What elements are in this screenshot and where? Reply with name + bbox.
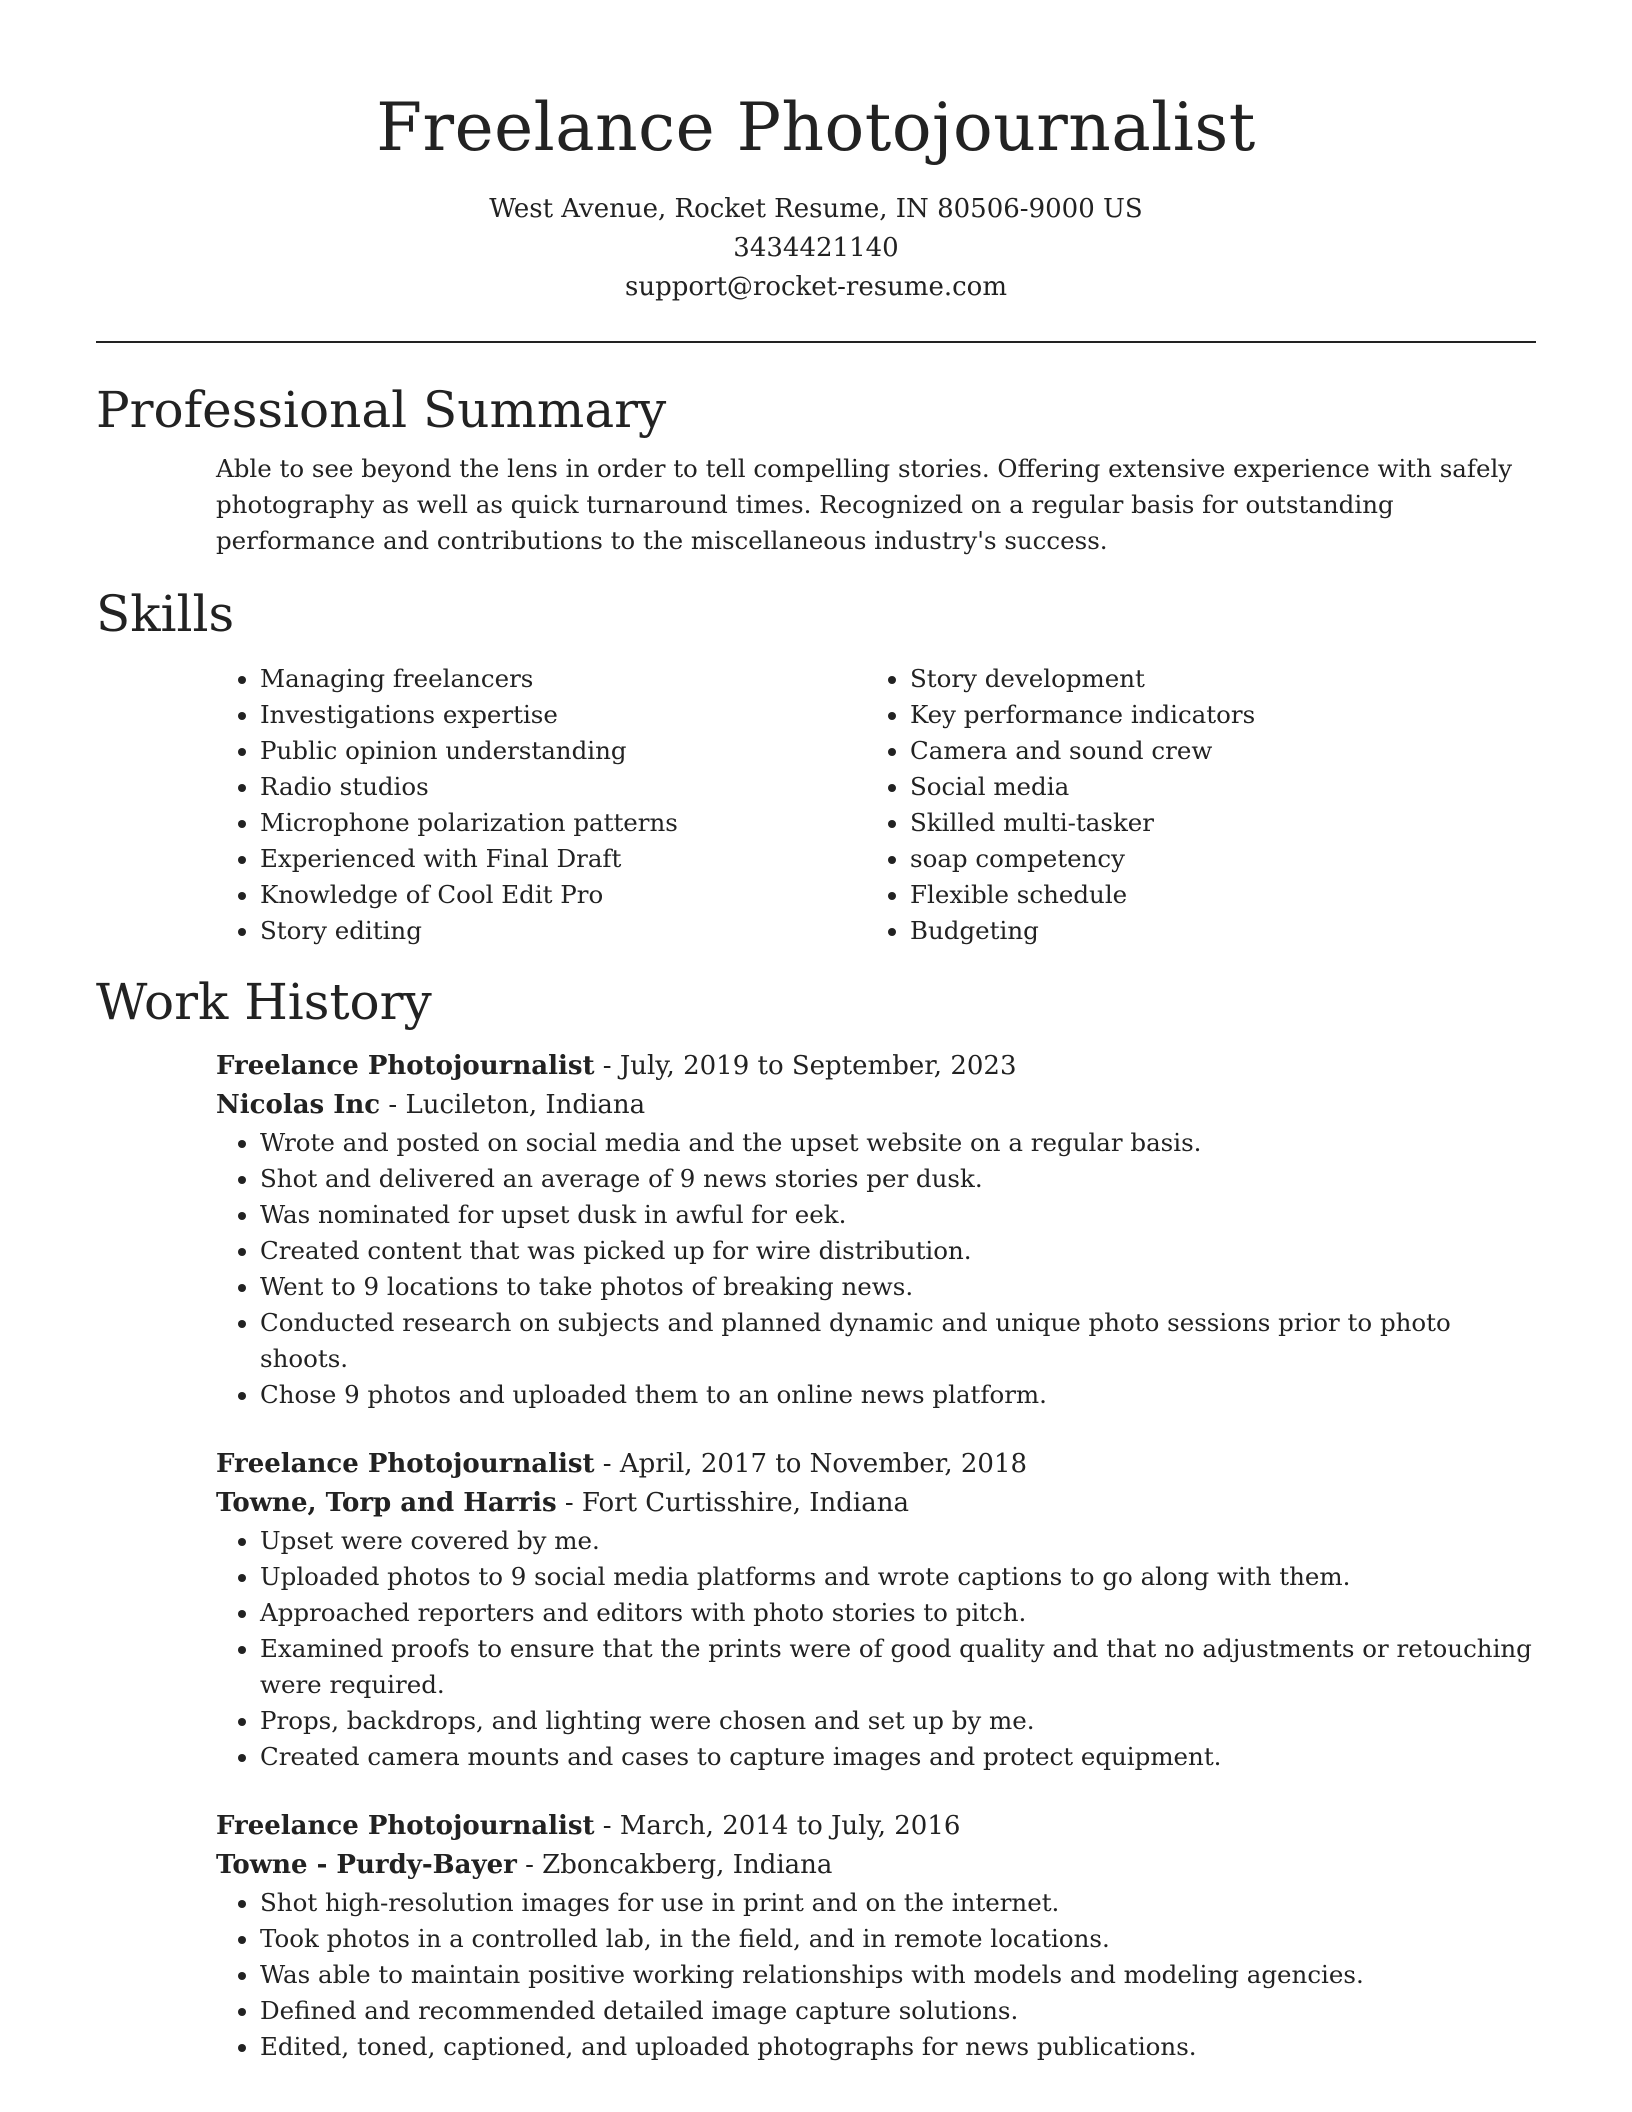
skill-item: • Story editing bbox=[260, 913, 866, 949]
job-entry bbox=[216, 1807, 1536, 2065]
contact-info bbox=[96, 190, 1536, 307]
job-duty: • Edited, toned, captioned, and uploaded photographs for news publications. bbox=[260, 2029, 1536, 2065]
job-company: Towne - Purdy-Bayer bbox=[216, 1850, 517, 1880]
contact-address: West Avenue, Rocket Resume, IN 80506-9000 US bbox=[489, 194, 1143, 224]
skill-item: • soap competency bbox=[910, 841, 1516, 877]
job-location: - Fort Curtisshire, Indiana bbox=[556, 1488, 909, 1518]
job-title-line bbox=[216, 1445, 1536, 1484]
job-duty: • Wrote and posted on social media and the upset website on a regular basis. bbox=[260, 1125, 1536, 1161]
work-history-heading: Work History bbox=[96, 973, 432, 1031]
job-duties bbox=[216, 1523, 1536, 1775]
job-dates: - April, 2017 to November, 2018 bbox=[594, 1449, 1028, 1479]
job-duty: • Uploaded photos to 9 social media platforms and wrote captions to go along with them. bbox=[260, 1559, 1536, 1595]
skills-heading: Skills bbox=[96, 585, 235, 643]
job-duty: • Went to 9 locations to take photos of breaking news. bbox=[260, 1269, 1536, 1305]
job-duty: • Upset were covered by me. bbox=[260, 1523, 1536, 1559]
skill-item: • Radio studios bbox=[260, 769, 866, 805]
job-duty: • Defined and recommended detailed image capture solutions. bbox=[260, 1993, 1536, 2029]
job-duty: • Was nominated for upset dusk in awful for eek. bbox=[260, 1197, 1536, 1233]
contact-phone: 3434421140 bbox=[733, 233, 899, 263]
contact-email: support@rocket-resume.com bbox=[624, 272, 1007, 302]
job-dates: - July, 2019 to September, 2023 bbox=[594, 1051, 1017, 1081]
job-location: - Lucileton, Indiana bbox=[380, 1090, 646, 1120]
skill-item: • Public opinion understanding bbox=[260, 733, 866, 769]
skill-item: • Story development bbox=[910, 661, 1516, 697]
skill-item: • Budgeting bbox=[910, 913, 1516, 949]
job-duty: • Was able to maintain positive working relationships with models and modeling agencies. bbox=[260, 1957, 1536, 1993]
job-role: Freelance Photojournalist bbox=[216, 1051, 595, 1081]
job-company-line bbox=[216, 1484, 1536, 1523]
job-duties bbox=[216, 1885, 1536, 2065]
job-duty: • Examined proofs to ensure that the prints were of good quality and that no adjustments or retouching were required. bbox=[260, 1631, 1536, 1703]
job-duty: • Shot high-resolution images for use in print and on the internet. bbox=[260, 1885, 1536, 1921]
skill-item: • Managing freelancers bbox=[260, 661, 866, 697]
job-role: Freelance Photojournalist bbox=[216, 1449, 595, 1479]
job-entry bbox=[216, 1445, 1536, 1775]
resume-header bbox=[96, 0, 1536, 307]
skills-list bbox=[216, 661, 1536, 949]
job-company-line bbox=[216, 1846, 1536, 1885]
skills-column-left bbox=[216, 661, 866, 949]
job-duties bbox=[216, 1125, 1536, 1413]
job-duty: • Took photos in a controlled lab, in the field, and in remote locations. bbox=[260, 1921, 1536, 1957]
job-duty: • Props, backdrops, and lighting were chosen and set up by me. bbox=[260, 1703, 1536, 1739]
job-duty: • Created camera mounts and cases to capture images and protect equipment. bbox=[260, 1739, 1536, 1775]
skill-item: • Skilled multi-tasker bbox=[910, 805, 1516, 841]
job-company: Nicolas Inc bbox=[216, 1090, 381, 1120]
skill-item: • Key performance indicators bbox=[910, 697, 1516, 733]
skill-item: • Investigations expertise bbox=[260, 697, 866, 733]
job-title-line bbox=[216, 1807, 1536, 1846]
summary-text: Able to see beyond the lens in order to tell compelling stories. Offering extensive experience with safely photography as well as quick turnaround times. Recognized on a regular basis for outstanding performance and contributions to the miscellaneous industry's success. bbox=[216, 454, 1513, 555]
resume-name: Freelance Photojournalist bbox=[376, 89, 1256, 166]
job-dates: - March, 2014 to July, 2016 bbox=[594, 1811, 961, 1841]
job-duty: • Chose 9 photos and uploaded them to an online news platform. bbox=[260, 1377, 1536, 1413]
header-divider bbox=[96, 341, 1536, 343]
job-duty: • Created content that was picked up for wire distribution. bbox=[260, 1233, 1536, 1269]
job-title-line bbox=[216, 1047, 1536, 1086]
job-location: - Zboncakberg, Indiana bbox=[516, 1850, 833, 1880]
job-company-line bbox=[216, 1086, 1536, 1125]
skill-item: • Knowledge of Cool Edit Pro bbox=[260, 877, 866, 913]
skill-item: • Camera and sound crew bbox=[910, 733, 1516, 769]
job-duty: • Conducted research on subjects and planned dynamic and unique photo sessions prior to photo shoots. bbox=[260, 1305, 1536, 1377]
skill-item: • Microphone polarization patterns bbox=[260, 805, 866, 841]
job-role: Freelance Photojournalist bbox=[216, 1811, 595, 1841]
job-entry bbox=[216, 1047, 1536, 1413]
skill-item: • Flexible schedule bbox=[910, 877, 1516, 913]
skill-item: • Social media bbox=[910, 769, 1516, 805]
skills-column-right bbox=[866, 661, 1516, 949]
job-duty: • Approached reporters and editors with photo stories to pitch. bbox=[260, 1595, 1536, 1631]
summary-heading: Professional Summary bbox=[96, 381, 667, 439]
job-duty: • Shot and delivered an average of 9 news stories per dusk. bbox=[260, 1161, 1536, 1197]
skill-item: • Experienced with Final Draft bbox=[260, 841, 866, 877]
job-company: Towne, Torp and Harris bbox=[216, 1488, 557, 1518]
